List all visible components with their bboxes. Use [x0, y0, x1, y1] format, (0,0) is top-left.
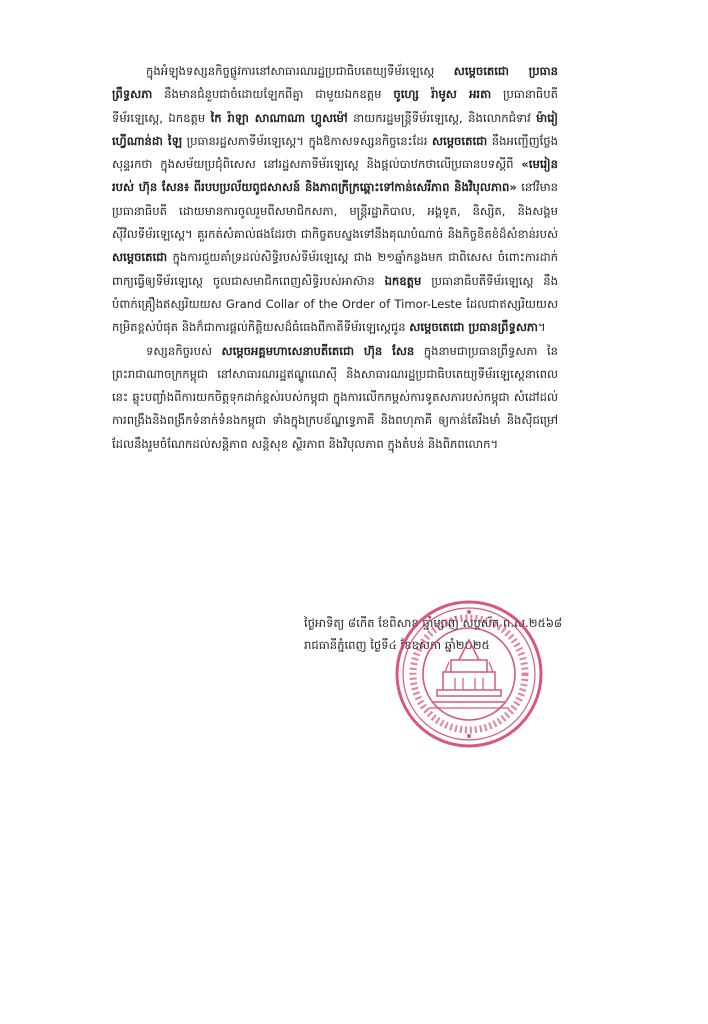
text-run: ក្នុងអំឡុងទស្សនកិច្ចផ្លូវការនៅសាធារណរដ្ឋប្រជាធិបតេយ្យទីម័រឡេស្តេ — [146, 64, 454, 78]
text-run: ទស្សនកិច្ចរបស់ — [146, 343, 222, 358]
gregorian-date-line: រាជធានីភ្នំពេញ ថ្ងៃទី៤ ខែឧសភា ឆ្នាំ២០២៥ — [304, 638, 490, 652]
text-run: ក្នុងនាមជាប្រធានព្រឹទ្ធសភា នៃព្រះរាជាណាចក្រកម្ពុជា នៅសាធារណរដ្ឋឥណ្ឌូណេស៊ី និងសាធារណរដ្ឋប្រជាធិបតេយ្យទីម័រឡេស្តេនាពេលនេះ ឆ្លុះបញ្ចាំងពីការយកចិត្តទុកដាក់ខ្ពស់របស់កម្ពុជា ក្នុងការលើកកម្ពស់ការទូតសភារបស់កម្ពុជា សំដៅដល់ការពង្រឹងនិងពង្រីកទំនាក់ទំនងកម្ពុជា ទាំងក្នុងក្របខ័ណ្ឌទ្វេភាគី និងពហុភាគី ឲ្យកាន់តែរឹងមាំ និងស៊ីជម្រៅ ដែលនឹងរួមចំណែកដល់សន្តិភាព សន្តិសុខ ស្ថិរភាព និងវិបុលភាព ក្នុងតំបន់ និងពិភពលោក។ — [112, 343, 558, 451]
bold-text-run: សម្តេចតេជោ ប្រធានព្រឹទ្ធសភា — [112, 64, 558, 102]
text-run: ប្រធានរដ្ឋសភាទីម័រឡេស្តេ។ ក្នុងឱកាសទស្សនកិច្ចនេះដែរ — [182, 133, 432, 148]
text-run: នៅវិមានប្រធានាធិបតី ដោយមានការចូលរួមពីសមាជិកសភា, មន្ត្រីរដ្ឋាភិបាល, អង្គទូត, និស្សិត, និងសង្គមស៊ីវិលទីម័រឡេស្តេ។ គួរកត់សំគាល់ផងដែរថា ជាកិច្ចតបស្នងទៅនឹងគុណបំណាច់ និងកិច្ចខិតខំដ៏សំខាន់របស់ — [112, 180, 559, 242]
text-run: ក្នុងការជួយគាំទ្រដល់សិទ្ធិរបស់ទីម័រឡេស្តេ ជាង ២១ឆ្នាំកន្លងមក ជាពិសេស ចំពោះការដាក់ពាក្យធ្វើឲ្យទីម័រឡេស្តេ ចូលជាសមាជិកពេញសិទ្ធិរបស់អាស៊ាន — [112, 250, 558, 288]
bold-text-run: សម្តេចតេជោ ប្រធានព្រឹទ្ធសភា — [409, 320, 538, 335]
text-run: ប្រធានាធិបតីទីម័រឡេស្តេ នឹងបំពាក់គ្រឿងឥស្សរិយយស Grand Collar of the Order of Timor-Leste ដែលជាឥស្សរិយយសកម្រិតខ្ពស់បំផុត និងក៏ជាការផ្តល់កិត្តិយសដ៏ធំធេងពីកាតីទីម័រឡេស្តេជូន — [112, 273, 558, 335]
bold-text-run: «មេរៀនរបស់ ហ៊ុន សែន៖ ពីរបបប្រល័យពូជសាសន៍ និងភាពក្រីក្រឆ្ពោះទៅកាន់សេរីភាព និងវិបុលភាព» — [112, 157, 558, 195]
bold-text-run: សម្តេចអគ្គមហាសេនាបតីតេជោ ហ៊ុន សែន — [221, 343, 415, 358]
text-run: នាយករដ្ឋមន្ត្រីទីម័រឡេស្តេ, និងលោកជំទាវ — [347, 110, 537, 125]
bold-text-run: ចូហ្សេ រ៉ាមូស អរតា — [393, 87, 492, 102]
text-run: នឹងអញ្ជើញថ្លែងសុន្ទរកថា ក្នុងសម័យប្រជុំពិសេស នៅរដ្ឋសភាទីម័រឡេស្តេ និងផ្តល់បាឋកថាលើប្រធានបទស្តីពី — [112, 133, 559, 172]
paragraph-diplomacy-significance — [112, 340, 558, 456]
date-signature-block — [304, 612, 564, 656]
bold-text-run: ម៉ារៀ ហ្វើណាន់ដា ឡៃ — [112, 110, 559, 148]
lunar-date-line: ថ្ងៃអាទិត្យ ៨កើត ខែពិសាខ ឆ្នាំម្សាញ់ សប្តស័ក ព.ស.២៥៦៨ — [304, 616, 563, 630]
text-run: ។ — [537, 320, 546, 335]
bold-text-run: សម្តេចតេជោ — [431, 133, 488, 148]
bold-text-run: សម្តេចតេជោ — [112, 250, 168, 265]
bold-text-run: កៃ រ៉ាឡា សាណាណា ហ្គូសម៉ៅ — [210, 110, 348, 125]
text-run: នឹងមានជំនួបជាចំដោយឡែកពីគ្នា ជាមួយឯកឧត្តម — [152, 87, 394, 102]
document-body — [112, 60, 558, 456]
paragraph-visit-timor-leste — [112, 60, 558, 340]
text-run: ប្រធានាធិបតីទីម័រឡេស្តេ, ឯកឧត្តម — [112, 87, 558, 125]
bold-text-run: ឯកឧត្តម — [384, 273, 422, 288]
